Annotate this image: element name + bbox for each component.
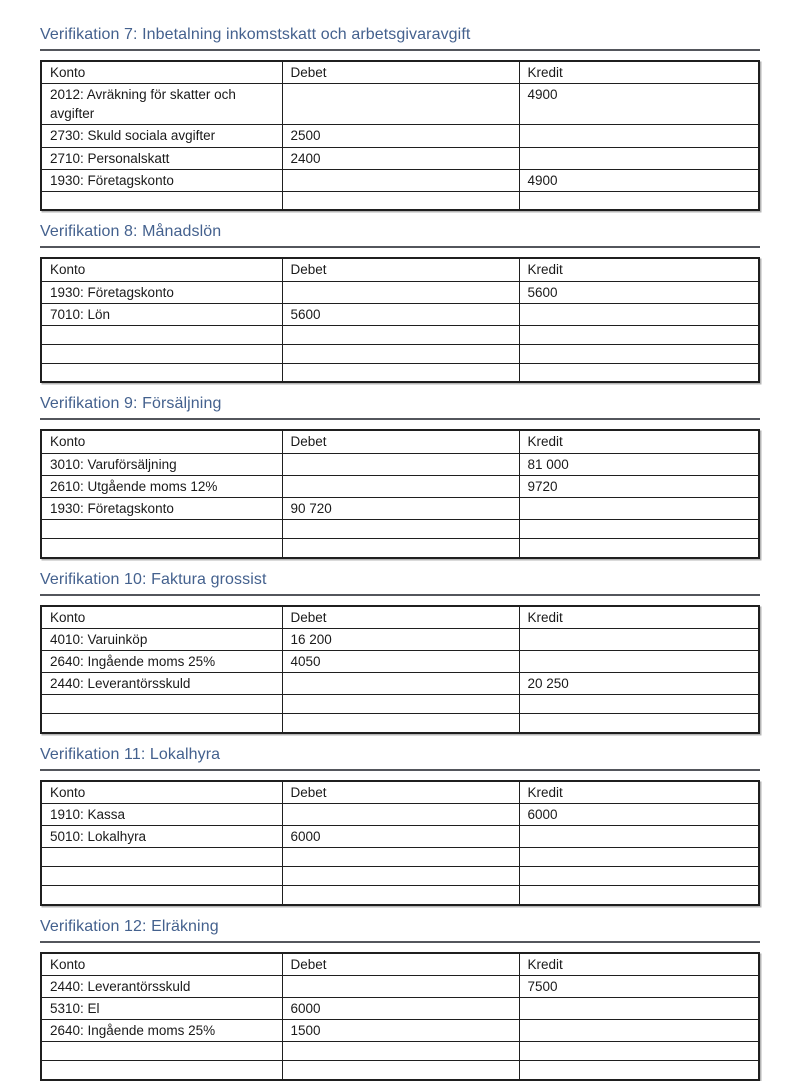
konto-cell: 1930: Företagskonto [41, 281, 282, 303]
table-header-row [41, 258, 759, 281]
kredit-cell: 81 000 [519, 453, 759, 475]
table-row [41, 1020, 759, 1042]
debet-cell [282, 169, 519, 191]
konto-cell [41, 325, 282, 344]
table-row [41, 848, 759, 867]
verification-section [40, 395, 760, 558]
debet-cell [282, 191, 519, 210]
col-header-konto: Konto [41, 953, 282, 976]
table-row [41, 1061, 759, 1080]
table-row [41, 650, 759, 672]
table-row [41, 803, 759, 825]
table-row [41, 997, 759, 1019]
kredit-cell [519, 867, 759, 886]
kredit-cell [519, 1042, 759, 1061]
kredit-cell [519, 147, 759, 169]
konto-cell: 2440: Leverantörsskuld [41, 975, 282, 997]
kredit-cell [519, 325, 759, 344]
konto-cell [41, 714, 282, 733]
debet-cell [282, 975, 519, 997]
verification-section [40, 746, 760, 906]
konto-cell [41, 1061, 282, 1080]
kredit-cell [519, 997, 759, 1019]
table-row [41, 84, 759, 125]
konto-cell: 5010: Lokalhyra [41, 825, 282, 847]
debet-cell: 6000 [282, 825, 519, 847]
section-title: Verifikation 7: Inbetalning inkomstskatt och arbetsgivaravgift [40, 26, 760, 51]
konto-cell [41, 867, 282, 886]
table-body [41, 803, 759, 904]
col-header-kredit: Kredit [519, 258, 759, 281]
col-header-konto: Konto [41, 430, 282, 453]
konto-cell: 2012: Avräkning för skatter och avgifter [41, 84, 282, 125]
debet-cell [282, 475, 519, 497]
konto-cell: 5310: El [41, 997, 282, 1019]
debet-cell: 2400 [282, 147, 519, 169]
table-row [41, 191, 759, 210]
konto-cell [41, 363, 282, 382]
col-header-konto: Konto [41, 61, 282, 84]
debet-cell [282, 673, 519, 695]
section-title: Verifikation 9: Försäljning [40, 395, 760, 420]
debet-cell [282, 714, 519, 733]
table-row [41, 125, 759, 147]
table-row [41, 867, 759, 886]
kredit-cell: 9720 [519, 475, 759, 497]
table-row [41, 453, 759, 475]
table-header-row [41, 606, 759, 629]
col-header-kredit: Kredit [519, 61, 759, 84]
col-header-konto: Konto [41, 258, 282, 281]
col-header-kredit: Kredit [519, 430, 759, 453]
debet-cell [282, 1061, 519, 1080]
debet-cell [282, 867, 519, 886]
table-row [41, 628, 759, 650]
debet-cell [282, 281, 519, 303]
kredit-cell [519, 886, 759, 905]
kredit-cell [519, 848, 759, 867]
kredit-cell: 4900 [519, 169, 759, 191]
table-body [41, 628, 759, 732]
debet-cell [282, 520, 519, 539]
debet-cell [282, 363, 519, 382]
table-row [41, 363, 759, 382]
kredit-cell [519, 714, 759, 733]
kredit-cell [519, 520, 759, 539]
table-row [41, 714, 759, 733]
kredit-cell: 4900 [519, 84, 759, 125]
konto-cell: 2610: Utgående moms 12% [41, 475, 282, 497]
debet-cell [282, 1042, 519, 1061]
table-row [41, 344, 759, 363]
table-row [41, 975, 759, 997]
debet-cell [282, 695, 519, 714]
konto-cell [41, 344, 282, 363]
section-title: Verifikation 11: Lokalhyra [40, 746, 760, 771]
debet-cell: 90 720 [282, 497, 519, 519]
table-row [41, 886, 759, 905]
col-header-konto: Konto [41, 606, 282, 629]
konto-cell: 2440: Leverantörsskuld [41, 673, 282, 695]
table-header-row [41, 61, 759, 84]
konto-cell [41, 520, 282, 539]
konto-cell: 2710: Personalskatt [41, 147, 282, 169]
col-header-debet: Debet [282, 781, 519, 804]
kredit-cell [519, 363, 759, 382]
section-title: Verifikation 10: Faktura grossist [40, 571, 760, 596]
kredit-cell [519, 1061, 759, 1080]
table-body [41, 453, 759, 557]
konto-cell: 4010: Varuinköp [41, 628, 282, 650]
kredit-cell: 20 250 [519, 673, 759, 695]
konto-cell [41, 886, 282, 905]
col-header-debet: Debet [282, 953, 519, 976]
debet-cell: 5600 [282, 303, 519, 325]
col-header-debet: Debet [282, 61, 519, 84]
kredit-cell: 6000 [519, 803, 759, 825]
kredit-cell [519, 125, 759, 147]
debet-cell: 2500 [282, 125, 519, 147]
col-header-debet: Debet [282, 258, 519, 281]
konto-cell: 2730: Skuld sociala avgifter [41, 125, 282, 147]
debet-cell [282, 84, 519, 125]
debet-cell [282, 453, 519, 475]
konto-cell [41, 1042, 282, 1061]
document-page [40, 26, 760, 1081]
col-header-konto: Konto [41, 781, 282, 804]
table-header-row [41, 953, 759, 976]
kredit-cell [519, 191, 759, 210]
kredit-cell: 5600 [519, 281, 759, 303]
table-row [41, 497, 759, 519]
konto-cell [41, 848, 282, 867]
ledger-table [40, 257, 760, 383]
verification-section [40, 223, 760, 383]
table-row [41, 303, 759, 325]
verification-section [40, 26, 760, 211]
kredit-cell [519, 695, 759, 714]
debet-cell: 16 200 [282, 628, 519, 650]
sections-container [40, 26, 760, 1081]
kredit-cell: 7500 [519, 975, 759, 997]
konto-cell: 1910: Kassa [41, 803, 282, 825]
debet-cell [282, 325, 519, 344]
table-row [41, 281, 759, 303]
table-row [41, 147, 759, 169]
table-row [41, 539, 759, 558]
konto-cell: 2640: Ingående moms 25% [41, 650, 282, 672]
konto-cell [41, 191, 282, 210]
verification-section [40, 571, 760, 734]
debet-cell [282, 539, 519, 558]
kredit-cell [519, 825, 759, 847]
table-body [41, 281, 759, 382]
col-header-kredit: Kredit [519, 953, 759, 976]
col-header-kredit: Kredit [519, 781, 759, 804]
table-row [41, 825, 759, 847]
ledger-table [40, 780, 760, 906]
debet-cell [282, 344, 519, 363]
ledger-table [40, 60, 760, 211]
debet-cell [282, 886, 519, 905]
kredit-cell [519, 628, 759, 650]
debet-cell: 4050 [282, 650, 519, 672]
col-header-debet: Debet [282, 430, 519, 453]
kredit-cell [519, 1020, 759, 1042]
section-title: Verifikation 8: Månadslön [40, 223, 760, 248]
verification-section [40, 918, 760, 1081]
debet-cell [282, 848, 519, 867]
kredit-cell [519, 497, 759, 519]
table-row [41, 475, 759, 497]
konto-cell: 1930: Företagskonto [41, 169, 282, 191]
konto-cell: 7010: Lön [41, 303, 282, 325]
section-title: Verifikation 12: Elräkning [40, 918, 760, 943]
table-row [41, 695, 759, 714]
kredit-cell [519, 650, 759, 672]
table-row [41, 1042, 759, 1061]
kredit-cell [519, 539, 759, 558]
ledger-table [40, 605, 760, 734]
konto-cell [41, 539, 282, 558]
table-row [41, 325, 759, 344]
kredit-cell [519, 303, 759, 325]
table-row [41, 169, 759, 191]
konto-cell [41, 695, 282, 714]
konto-cell: 3010: Varuförsäljning [41, 453, 282, 475]
debet-cell: 1500 [282, 1020, 519, 1042]
ledger-table [40, 429, 760, 558]
table-header-row [41, 781, 759, 804]
konto-cell: 2640: Ingående moms 25% [41, 1020, 282, 1042]
table-body [41, 84, 759, 211]
konto-cell: 1930: Företagskonto [41, 497, 282, 519]
ledger-table [40, 952, 760, 1081]
table-row [41, 520, 759, 539]
col-header-kredit: Kredit [519, 606, 759, 629]
debet-cell: 6000 [282, 997, 519, 1019]
table-row [41, 673, 759, 695]
debet-cell [282, 803, 519, 825]
table-body [41, 975, 759, 1079]
table-header-row [41, 430, 759, 453]
kredit-cell [519, 344, 759, 363]
col-header-debet: Debet [282, 606, 519, 629]
